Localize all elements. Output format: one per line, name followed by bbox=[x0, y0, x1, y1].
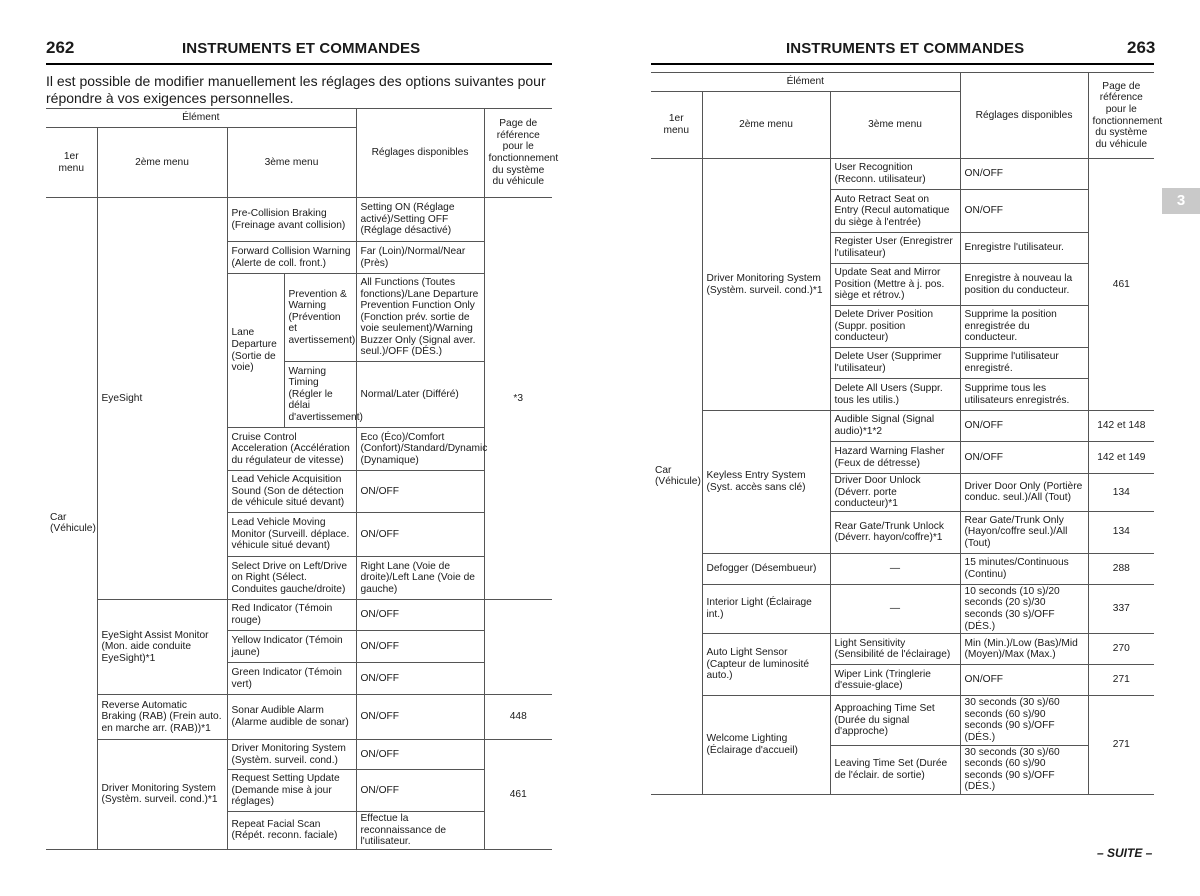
user-recognition-value: ON/OFF bbox=[960, 159, 1088, 190]
col-header-menu3: 3ème menu bbox=[227, 128, 356, 198]
col-header-settings: Réglages disponibles bbox=[356, 109, 484, 198]
lane-departure-label: Lane Departure (Sortie de voie) bbox=[227, 274, 284, 428]
ref-interior-light: 337 bbox=[1088, 584, 1154, 633]
delete-driver-position-label: Delete Driver Position (Suppr. position conducteur) bbox=[830, 306, 960, 348]
col-header-menu1: 1er menu bbox=[651, 92, 702, 159]
delete-driver-position-value: Supprime la position enregistrée du conducteur. bbox=[960, 306, 1088, 348]
yellow-indicator-label: Yellow Indicator (Témoin jaune) bbox=[227, 631, 356, 663]
defogger-dash: — bbox=[830, 553, 960, 584]
settings-table-right bbox=[651, 72, 1163, 795]
header-rule-right bbox=[651, 63, 1154, 65]
sonar-alarm-value: ON/OFF bbox=[356, 695, 484, 740]
update-seat-label: Update Seat and Mirror Position (Mettre à j. pos. siège et rétrov.) bbox=[830, 264, 960, 306]
repeat-scan-label: Repeat Facial Scan (Répét. reconn. faciale) bbox=[227, 812, 356, 850]
col-header-element: Élément bbox=[46, 109, 356, 128]
green-indicator-value: ON/OFF bbox=[356, 663, 484, 695]
driver-door-unlock-value: Driver Door Only (Portière conduc. seul.)/All (Tout) bbox=[960, 474, 1088, 512]
ref-wiper-link: 271 bbox=[1088, 665, 1154, 696]
wiper-link-label: Wiper Link (Tringlerie d'essuie-glace) bbox=[830, 665, 960, 696]
lead-acquisition-value: ON/OFF bbox=[356, 471, 484, 513]
auto-retract-value: ON/OFF bbox=[960, 190, 1088, 233]
green-indicator-label: Green Indicator (Témoin vert) bbox=[227, 663, 356, 695]
forward-collision-warning-value: Far (Loin)/Normal/Near (Près) bbox=[356, 242, 484, 274]
lead-moving-value: ON/OFF bbox=[356, 513, 484, 557]
prevention-warning-value: All Functions (Toutes fonctions)/Lane Departure Prevention Function Only (Fonction prév. sortie de voie seulement)/Warning Buzzer Only (Signal aver. seul.)/OFF (DÉS.) bbox=[356, 274, 484, 362]
col-header-menu1: 1er menu bbox=[46, 128, 97, 198]
ref-hazard-flasher: 142 et 149 bbox=[1088, 442, 1154, 474]
page-number-262: 262 bbox=[46, 38, 75, 57]
dms-setting-value: ON/OFF bbox=[356, 740, 484, 770]
col-header-ref: Page de référence pour le fonctionnement du système du véhicule bbox=[484, 109, 552, 198]
approaching-time-value: 30 seconds (30 s)/60 seconds (60 s)/90 seconds (90 s)/OFF (DÉS.) bbox=[960, 696, 1088, 745]
page-header-left: INSTRUMENTS ET COMMANDES bbox=[182, 40, 421, 57]
request-update-value: ON/OFF bbox=[356, 770, 484, 812]
col-header-menu2: 2ème menu bbox=[97, 128, 227, 198]
col-header-element: Élément bbox=[651, 73, 960, 92]
yellow-indicator-value: ON/OFF bbox=[356, 631, 484, 663]
continued-label: – SUITE – bbox=[1097, 846, 1153, 860]
warning-timing-value: Normal/Later (Différé) bbox=[356, 362, 484, 428]
pre-collision-braking-value: Setting ON (Réglage activé)/Setting OFF (Réglage désactivé) bbox=[356, 198, 484, 242]
ref-audible-signal: 142 et 148 bbox=[1088, 411, 1154, 442]
leaving-time-label: Leaving Time Set (Durée de l'éclair. de sortie) bbox=[830, 745, 960, 794]
hazard-flasher-value: ON/OFF bbox=[960, 442, 1088, 474]
col-header-menu2: 2ème menu bbox=[702, 92, 830, 159]
ref-welcome-lighting: 271 bbox=[1088, 696, 1154, 795]
menu1-car-right: Car (Véhicule) bbox=[651, 159, 702, 795]
approaching-time-label: Approaching Time Set (Durée du signal d'approche) bbox=[830, 696, 960, 745]
col-header-ref: Page de référence pour le fonctionnement du système du véhicule bbox=[1088, 73, 1154, 159]
ref-eyesight: *3 bbox=[484, 198, 552, 600]
cruise-accel-label: Cruise Control Acceleration (Accélération du régulateur de vitesse) bbox=[227, 428, 356, 471]
menu2-interior-light: Interior Light (Éclairage int.) bbox=[702, 584, 830, 633]
menu2-welcome-lighting: Welcome Lighting (Éclairage d'accueil) bbox=[702, 696, 830, 795]
leaving-time-value: 30 seconds (30 s)/60 seconds (60 s)/90 seconds (90 s)/OFF (DÉS.) bbox=[960, 745, 1088, 794]
lead-acquisition-label: Lead Vehicle Acquisition Sound (Son de détection de véhicule situé devant) bbox=[227, 471, 356, 513]
delete-all-users-label: Delete All Users (Suppr. tous les utilis.) bbox=[830, 379, 960, 411]
prevention-warning-label: Prevention & Warning (Prévention et avertissement) bbox=[284, 274, 356, 362]
drive-side-label: Select Drive on Left/Drive on Right (Sélect. Conduites gauche/droite) bbox=[227, 557, 356, 600]
ref-defogger: 288 bbox=[1088, 553, 1154, 584]
pre-collision-braking-label: Pre-Collision Braking (Freinage avant collision) bbox=[227, 198, 356, 242]
menu2-keyless-entry: Keyless Entry System (Syst. accès sans clé) bbox=[702, 411, 830, 554]
register-user-label: Register User (Enregistrer l'utilisateur) bbox=[830, 233, 960, 264]
ref-assist-empty bbox=[484, 600, 552, 695]
menu2-eyesight: EyeSight bbox=[97, 198, 227, 600]
settings-table-left bbox=[46, 108, 559, 850]
cruise-accel-value: Eco (Éco)/Comfort (Confort)/Standard/Dynamic (Dynamique) bbox=[356, 428, 484, 471]
audible-signal-label: Audible Signal (Signal audio)*1*2 bbox=[830, 411, 960, 442]
user-recognition-label: User Recognition (Reconn. utilisateur) bbox=[830, 159, 960, 190]
light-sensitivity-label: Light Sensitivity (Sensibilité de l'éclairage) bbox=[830, 634, 960, 665]
ref-rab: 448 bbox=[484, 695, 552, 740]
page-number-263: 263 bbox=[1127, 38, 1156, 57]
col-header-menu3: 3ème menu bbox=[830, 92, 960, 159]
menu2-defogger: Defogger (Désembueur) bbox=[702, 553, 830, 584]
interior-light-value: 10 seconds (10 s)/20 seconds (20 s)/30 seconds (30 s)/OFF (DÉS.) bbox=[960, 584, 1088, 633]
dms-setting-label: Driver Monitoring System (Systèm. surveil. cond.) bbox=[227, 740, 356, 770]
menu1-car: Car (Véhicule) bbox=[46, 198, 97, 850]
repeat-scan-value: Effectue la reconnaissance de l'utilisateur. bbox=[356, 812, 484, 850]
driver-door-unlock-label: Driver Door Unlock (Déverr. porte conducteur)*1 bbox=[830, 474, 960, 512]
defogger-value: 15 minutes/Continuous (Continu) bbox=[960, 553, 1088, 584]
rear-gate-unlock-value: Rear Gate/Trunk Only (Hayon/coffre seul.)/All (Tout) bbox=[960, 511, 1088, 553]
forward-collision-warning-label: Forward Collision Warning (Alerte de coll. front.) bbox=[227, 242, 356, 274]
delete-user-value: Supprime l'utilisateur enregistré. bbox=[960, 348, 1088, 379]
hazard-flasher-label: Hazard Warning Flasher (Feux de détresse) bbox=[830, 442, 960, 474]
sonar-alarm-label: Sonar Audible Alarm (Alarme audible de sonar) bbox=[227, 695, 356, 740]
ref-driver-door-unlock: 134 bbox=[1088, 474, 1154, 512]
ref-dms-right: 461 bbox=[1088, 159, 1154, 411]
auto-retract-label: Auto Retract Seat on Entry (Recul automatique du siège à l'entrée) bbox=[830, 190, 960, 233]
lead-moving-label: Lead Vehicle Moving Monitor (Surveill. déplace. véhicule situé devant) bbox=[227, 513, 356, 557]
rear-gate-unlock-label: Rear Gate/Trunk Unlock (Déverr. hayon/coffre)*1 bbox=[830, 511, 960, 553]
light-sensitivity-value: Min (Min.)/Low (Bas)/Mid (Moyen)/Max (Max.) bbox=[960, 634, 1088, 665]
warning-timing-label: Warning Timing (Régler le délai d'avertissement) bbox=[284, 362, 356, 428]
red-indicator-label: Red Indicator (Témoin rouge) bbox=[227, 600, 356, 631]
update-seat-value: Enregistre à nouveau la position du conducteur. bbox=[960, 264, 1088, 306]
menu2-dms-right: Driver Monitoring System (Systèm. surveil. cond.)*1 bbox=[702, 159, 830, 411]
interior-light-dash: — bbox=[830, 584, 960, 633]
ref-light-sensitivity: 270 bbox=[1088, 634, 1154, 665]
col-header-settings: Réglages disponibles bbox=[960, 73, 1088, 159]
menu2-rab: Reverse Automatic Braking (RAB) (Frein auto. en marche arr. (RAB))*1 bbox=[97, 695, 227, 740]
page-header-right: INSTRUMENTS ET COMMANDES bbox=[786, 40, 1025, 57]
chapter-tab[interactable]: 3 bbox=[1162, 188, 1200, 214]
audible-signal-value: ON/OFF bbox=[960, 411, 1088, 442]
header-rule-left bbox=[46, 63, 552, 65]
ref-dms-left: 461 bbox=[484, 740, 552, 850]
menu2-eyesight-assist: EyeSight Assist Monitor (Mon. aide conduite EyeSight)*1 bbox=[97, 600, 227, 695]
delete-all-users-value: Supprime tous les utilisateurs enregistrés. bbox=[960, 379, 1088, 411]
register-user-value: Enregistre l'utilisateur. bbox=[960, 233, 1088, 264]
wiper-link-value: ON/OFF bbox=[960, 665, 1088, 696]
delete-user-label: Delete User (Supprimer l'utilisateur) bbox=[830, 348, 960, 379]
red-indicator-value: ON/OFF bbox=[356, 600, 484, 631]
ref-rear-gate-unlock: 134 bbox=[1088, 511, 1154, 553]
intro-paragraph: Il est possible de modifier manuellement les réglages des options suivantes pour répondre à vos exigences personnelles. bbox=[46, 73, 546, 106]
menu2-driver-monitoring: Driver Monitoring System (Systèm. surveil. cond.)*1 bbox=[97, 740, 227, 850]
menu2-auto-light-sensor: Auto Light Sensor (Capteur de luminosité auto.) bbox=[702, 634, 830, 696]
drive-side-value: Right Lane (Voie de droite)/Left Lane (Voie de gauche) bbox=[356, 557, 484, 600]
request-update-label: Request Setting Update (Demande mise à jour réglages) bbox=[227, 770, 356, 812]
